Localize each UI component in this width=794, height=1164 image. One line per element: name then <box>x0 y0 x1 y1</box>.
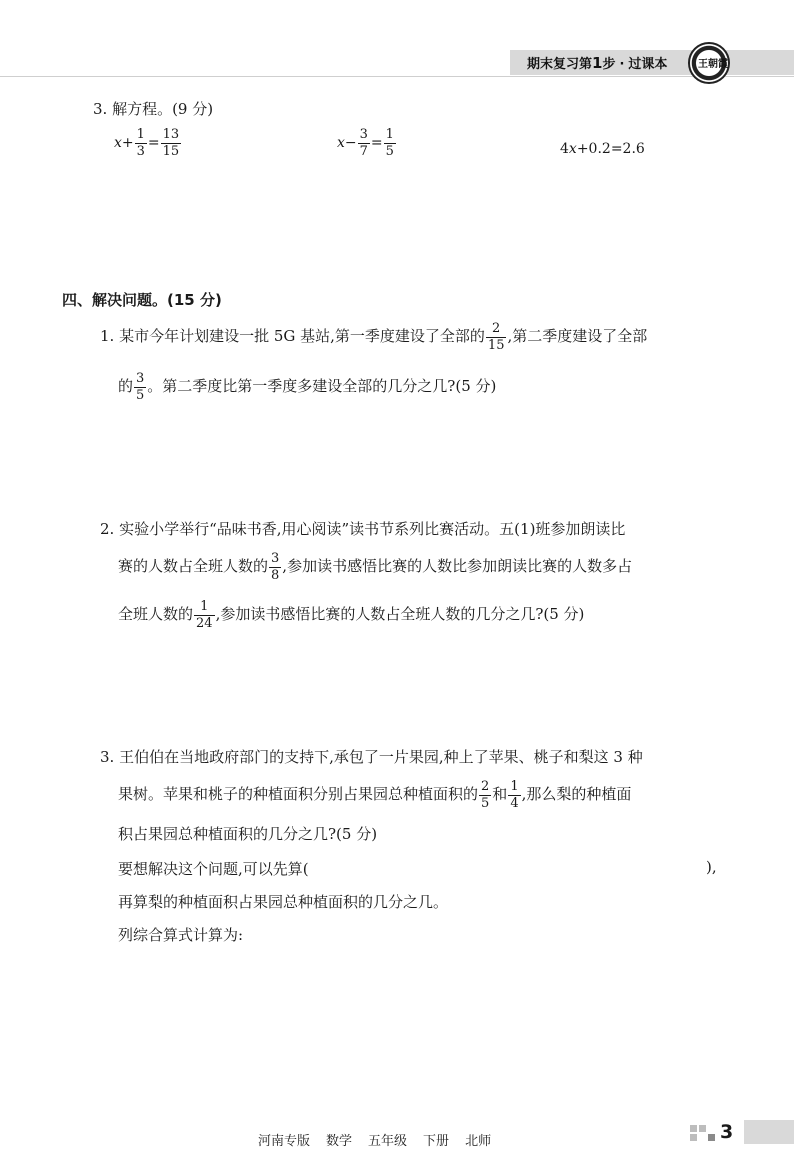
q2-line-1: 2. 实验小学举行“品味书香,用心阅读”读书节系列比赛活动。五(1)班参加朗读比 <box>100 520 626 538</box>
footer-decor-square <box>690 1125 697 1132</box>
q3-line-5: 再算梨的种植面积占果园总种植面积的几分之几。 <box>118 893 449 911</box>
brand-logo-text: 王朝霞 <box>698 59 728 70</box>
q3-text-b: ,那么梨的种植面 <box>521 785 632 804</box>
eq1-den-right: 15 <box>162 143 180 159</box>
q3-text-mid: 和 <box>492 785 508 804</box>
q1-text-b: ,第二季度建设了全部 <box>507 327 648 346</box>
q2-text-b: ,参加读书感悟比赛的人数比参加朗读比赛的人数多占 <box>282 557 633 576</box>
eq1-eq: = <box>147 135 160 152</box>
q1-frac1-den: 15 <box>487 337 505 353</box>
footer-decor-square <box>708 1134 715 1141</box>
q2-text-c: 全班人数的 <box>118 605 194 624</box>
q3-frac1-num: 2 <box>481 779 490 794</box>
eq1-frac-left <box>135 128 147 158</box>
equation-3 <box>560 141 645 157</box>
page-number-band <box>744 1120 794 1144</box>
q3-frac1-den: 5 <box>481 795 490 811</box>
header-book: 过课本 <box>628 57 668 72</box>
q2-text-a: 赛的人数占全班人数的 <box>118 557 269 576</box>
footer-info <box>258 1130 507 1149</box>
brand-logo <box>688 42 730 84</box>
eq3-coef: 4 <box>560 141 569 157</box>
eq2-var: x <box>337 135 345 152</box>
eq1-op: + <box>121 135 134 152</box>
header-title-left: 期末复习第 <box>527 57 593 72</box>
eq2-num-right: 1 <box>385 127 394 142</box>
q3-line-2 <box>118 780 631 810</box>
q3-frac-2 <box>508 780 520 810</box>
q3-text-a: 果树。苹果和桃子的种植面积分别占果园总种植面积的 <box>118 785 479 804</box>
q2-frac2-num: 1 <box>194 600 215 616</box>
q1-frac1-num: 2 <box>486 322 507 338</box>
q2-line-3 <box>118 600 584 630</box>
q3-line-4a: 要想解决这个问题,可以先算( <box>118 860 309 878</box>
footer-edition: 北师 <box>465 1134 492 1149</box>
eq3-rest: +0.2=2.6 <box>576 141 645 157</box>
eq2-num-left: 3 <box>359 127 368 142</box>
eq1-var: x <box>114 135 122 152</box>
q2-frac1-den: 8 <box>271 567 280 583</box>
q2-frac2-den: 24 <box>196 615 213 631</box>
q1-frac2-num: 3 <box>136 371 145 386</box>
q1-line-2 <box>118 372 496 402</box>
q1-line-1 <box>100 322 647 352</box>
footer-grade: 五年级 <box>368 1134 408 1149</box>
q3-frac2-num: 1 <box>510 779 519 794</box>
header-separator: · <box>619 57 625 72</box>
header-rule <box>0 76 794 77</box>
header-step-number: 1 <box>592 54 603 72</box>
eq2-eq: = <box>370 135 383 152</box>
q1-text-c: 的 <box>118 377 134 396</box>
eq1-num-right: 13 <box>162 127 180 142</box>
q1-frac2-den: 5 <box>136 387 145 403</box>
q1-text-d: 。第二季度比第一季度多建设全部的几分之几?(5 分) <box>147 377 497 396</box>
q3-line-6: 列综合算式计算为: <box>118 926 244 944</box>
q3-frac-1 <box>479 780 491 810</box>
page-number: 3 <box>720 1121 734 1143</box>
equation-2 <box>337 128 397 158</box>
eq2-den-right: 5 <box>385 143 394 159</box>
q3-line-4b: ), <box>706 858 717 876</box>
header-title <box>527 53 667 72</box>
eq1-den-left: 3 <box>136 143 145 159</box>
q2-text-d: ,参加读书感悟比赛的人数占全班人数的几分之几?(5 分) <box>215 605 585 624</box>
q2-frac-1 <box>269 552 281 582</box>
footer-decor-square <box>699 1125 706 1132</box>
q3-line-3: 积占果园总种植面积的几分之几?(5 分) <box>118 825 378 843</box>
eq2-frac-right <box>384 128 396 158</box>
section4-title: 四、解决问题。(15 分) <box>62 291 222 309</box>
eq2-den-left: 7 <box>359 143 368 159</box>
q2-line-2 <box>118 552 632 582</box>
equation-1 <box>114 128 182 158</box>
footer-decor-square <box>690 1134 697 1141</box>
footer-region: 河南专版 <box>258 1134 311 1149</box>
header-title-right: 步 <box>602 57 616 72</box>
q1-frac-1 <box>486 322 507 352</box>
section3-title: 3. 解方程。(9 分) <box>93 100 214 118</box>
eq3-var: x <box>568 141 577 157</box>
q1-frac-2 <box>134 372 146 402</box>
q2-frac-2 <box>194 600 215 630</box>
q2-frac1-num: 3 <box>271 551 280 566</box>
footer-subject: 数学 <box>326 1134 353 1149</box>
q3-frac2-den: 4 <box>510 795 519 811</box>
footer-volume: 下册 <box>423 1134 450 1149</box>
eq2-op: − <box>344 135 357 152</box>
q3-line-1: 3. 王伯伯在当地政府部门的支持下,承包了一片果园,种上了苹果、桃子和梨这 3 种 <box>100 748 643 766</box>
eq1-frac-right <box>161 128 182 158</box>
q1-text-a: 1. 某市今年计划建设一批 5G 基站,第一季度建设了全部的 <box>100 327 485 346</box>
eq2-frac-left <box>358 128 370 158</box>
eq1-num-left: 1 <box>136 127 145 142</box>
